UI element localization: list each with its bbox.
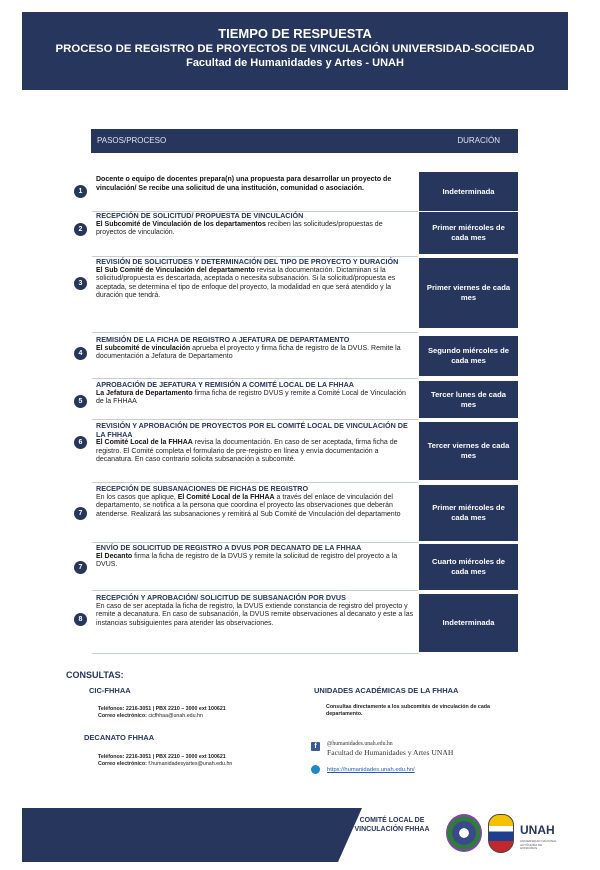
row-divider: [92, 378, 418, 379]
step-duration: Indeterminada: [419, 172, 518, 211]
units-title: UNIDADES ACADÉMICAS DE LA FHHAA: [314, 686, 459, 695]
globe-icon: [311, 765, 320, 774]
step-duration: Tercer lunes de cada mes: [419, 381, 518, 418]
step-strong: La Jefatura de Departamento: [96, 389, 193, 397]
step-strong: El Subcomité de Vinculación de los departamentos: [96, 220, 266, 228]
step-duration: Primer viernes de cada mes: [419, 258, 518, 328]
comite-label: [342, 816, 442, 834]
header-faculty: Facultad de Humanidades y Artes - UNAH: [186, 57, 404, 69]
step-text: revisa la documentación. Dictaminan si la solicitud/propuesta es descartada, aceptada o necesita subsanación. Si la solicitud/propuesta es aceptada, se determina el tipo de enfoque del proyecto, la modalidad en que será atendido y la duración que tendrá.: [96, 266, 396, 300]
step-number: 7: [74, 507, 87, 520]
step-duration: Cuarto miércoles de cada mes: [419, 544, 518, 590]
faculty-seal-icon: [446, 814, 482, 852]
step-strong: El Sub Comité de Vinculación del departamento: [96, 266, 255, 274]
phones-label: Teléfonos:: [98, 754, 125, 760]
step-strong: Docente o equipo de docentes prepara(n) una propuesta para desarrollar un proyecto de vinculación/ Se recibe una solicitud de una institución, comunidad o asociación.: [96, 176, 392, 192]
phones-label: Teléfonos:: [98, 706, 125, 712]
step-number: 8: [74, 613, 87, 626]
social-page[interactable]: Facultad de Humanidades y Artes UNAH: [327, 748, 454, 757]
decanato-phones: 2216-3051 | PBX 2210 – 3000 ext 100621: [125, 754, 226, 760]
step-description: [96, 422, 414, 465]
step-strong: El subcomité de vinculación: [96, 344, 191, 352]
cic-details: [98, 706, 288, 720]
step-title: APROBACIÓN DE JEFATURA Y REMISIÓN A COMITÉ LOCAL DE LA FHHAA: [96, 380, 354, 389]
email-label: Correo electrónico:: [98, 713, 147, 719]
step-description: [96, 336, 414, 362]
step-text: firma ficha de registro DVUS y remite a Comité Local de Vinculación de la FHHAA: [96, 389, 406, 406]
social-block: [327, 740, 453, 758]
step-description: [96, 212, 414, 238]
step-title: RECEPCIÓN DE SOLICITUD/ PROPUESTA DE VINCULACIÓN: [96, 211, 304, 220]
step-duration: Indeterminada: [419, 594, 518, 652]
step-description: [96, 381, 414, 407]
step-strong: El Comité Local de la FHHAA: [96, 439, 193, 447]
units-note-text: Consultas directamente a los subcomités de vinculación de cada departamento.: [326, 704, 490, 717]
step-title: RECEPCIÓN Y APROBACIÓN/ SOLICITUD DE SUBSANACIÓN POR DVUS: [96, 593, 346, 602]
step-description: [96, 176, 414, 193]
contact-heading: CONSULTAS:: [66, 670, 124, 680]
footer-bar: [22, 808, 568, 862]
step-title: REMISIÓN DE LA FICHA DE REGISTRO A JEFATURA DE DEPARTAMENTO: [96, 335, 350, 344]
social-handle: @humanidades.unah.edu.hn: [327, 741, 393, 747]
step-duration: Primer miércoles de cada mes: [419, 212, 518, 254]
row-divider: [92, 332, 418, 333]
step-number: 7: [74, 561, 87, 574]
decanato-details: [98, 754, 288, 768]
university-shield-icon: [488, 814, 514, 853]
step-number: 4: [74, 347, 87, 360]
step-duration: Segundo miércoles de cada mes: [419, 336, 518, 376]
step-number: 2: [74, 223, 87, 236]
units-note: [326, 704, 516, 718]
decanato-title: DECANATO FHHAA: [84, 733, 155, 742]
cic-phones: 2216-3051 | PBX 2210 – 3000 ext 100621: [125, 706, 226, 712]
facebook-icon[interactable]: f: [311, 742, 320, 751]
email-label: Correo electrónico:: [98, 761, 147, 767]
cic-title: CIC-FHHAA: [89, 686, 131, 695]
step-description: [96, 258, 414, 301]
row-divider: [92, 482, 418, 483]
cic-email[interactable]: cicfhhaa@unah.edu.hn: [148, 713, 203, 719]
col-duration-header: DURACIÓN: [457, 136, 500, 145]
header-title: TIEMPO DE RESPUESTA: [218, 26, 372, 41]
comite-line2: VINCULACIÓN FHHAA: [354, 826, 430, 833]
step-number: 6: [74, 436, 87, 449]
header-banner: [22, 12, 568, 90]
step-strong: El Decanto: [96, 552, 133, 560]
step-title: RECEPCIÓN DE SUBSANACIONES DE FICHAS DE REGISTRO: [96, 484, 309, 493]
table-header: [91, 129, 518, 153]
step-description: [96, 594, 414, 628]
step-text: revisa la documentación. En caso de ser aceptada, firma ficha de registro. El Comité completa el formulario de pre-registro en línea y envía documentación a decanatura. En caso contrario solicita subsanación a subcomité.: [96, 439, 398, 464]
website-link[interactable]: https://humanidades.unah.edu.hn/: [327, 767, 415, 773]
decanato-email[interactable]: f.humanidadesyartes@unah.edu.hn: [148, 761, 233, 767]
step-title: ENVÍO DE SOLICITUD DE REGISTRO A DVUS POR DECANATO DE LA FHHAA: [96, 543, 362, 552]
step-duration: Primer miércoles de cada mes: [419, 485, 518, 541]
step-text: aprueba el proyecto y firma ficha de registro de la DVUS. Remite la documentación a Jefatura de Departamento: [96, 344, 401, 361]
col-steps-header: PASOS/PROCESO: [97, 136, 167, 145]
row-divider: [92, 653, 418, 654]
comite-line1: COMITÉ LOCAL DE: [359, 817, 425, 824]
unah-logo-text: UNAH: [520, 823, 555, 837]
step-number: 3: [74, 277, 87, 290]
step-description: [96, 485, 414, 519]
step-title: REVISIÓN DE SOLICITUDES Y DETERMINACIÓN DEL TIPO DE PROYECTO Y DURACIÓN: [96, 257, 399, 266]
step-text: reciben las solicitudes/propuestas de proyectos de vinculación.: [96, 220, 383, 237]
step-text: En caso de ser aceptada la ficha de registro, la DVUS extiende constancia de registro del proyecto y remite a decanatura. En caso de subsanación, la DVUS remite observaciones al decanato y este a las instancias subsiguientes para atender las observaciones.: [96, 602, 414, 627]
header-subtitle: PROCESO DE REGISTRO DE PROYECTOS DE VINCULACIÓN UNIVERSIDAD-SOCIEDAD: [55, 43, 535, 55]
step-pre: En los casos que aplique,: [96, 493, 178, 501]
step-description: [96, 544, 414, 570]
step-number: 5: [74, 395, 87, 408]
step-duration: Tercer viernes de cada mes: [419, 422, 518, 480]
step-title: REVISIÓN Y APROBACIÓN DE PROYECTOS POR EL COMITÉ LOCAL DE VINCULACIÓN DE LA FHHAA: [96, 421, 408, 439]
unah-subtitle: UNIVERSIDAD NACIONAL AUTÓNOMA DE HONDURAS: [520, 839, 557, 851]
row-divider: [92, 419, 418, 420]
step-text: firma la ficha de registro de la DVUS y remite la solicitud de registro del proyecto a la DVUS.: [96, 552, 398, 569]
step-number: 1: [74, 185, 87, 198]
step-strong: El Comité Local de la FHHAA: [177, 493, 275, 501]
row-divider: [92, 590, 418, 591]
step-text: a través del enlace de vinculación del departamento, se notifica a la persona que coordina el proyecto las observaciones que deberán atenderse. Realizará las subsanaciones y remitirá al Sub Comité de Vinculación del departamento: [96, 493, 401, 518]
